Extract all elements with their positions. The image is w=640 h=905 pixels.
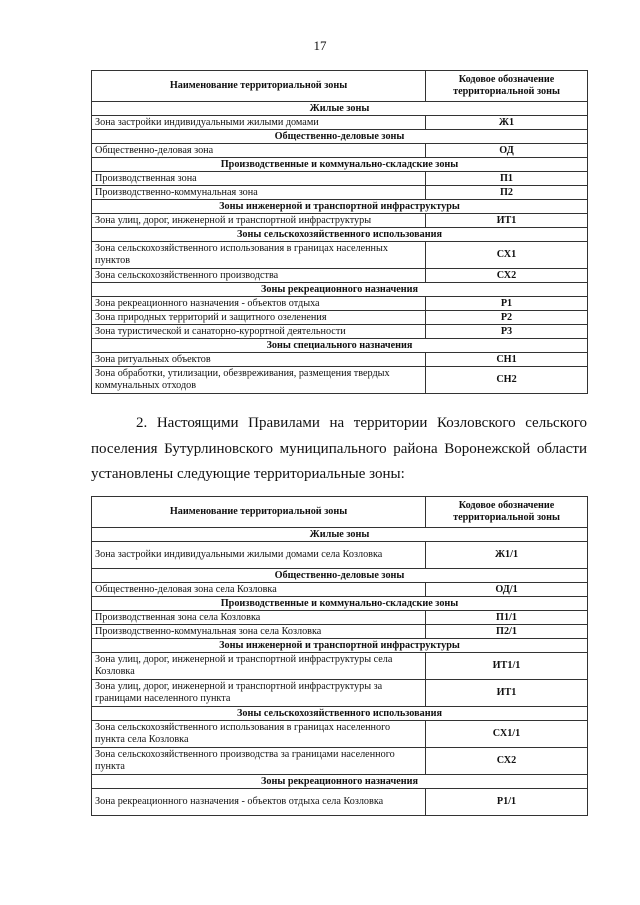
zone-code-cell: Ж1/1: [426, 542, 588, 569]
group-header-row: [92, 283, 588, 297]
zone-group-label: Зоны специального назначения: [92, 339, 588, 353]
zone-group-label: Зоны инженерной и транспортной инфраструктуры: [92, 200, 588, 214]
zone-name-cell: Производственная зона села Козловка: [92, 611, 426, 625]
zone-code-cell: ОД: [426, 144, 588, 158]
table-row: [92, 353, 588, 367]
table-row: [92, 789, 588, 816]
zone-name-cell: Зона застройки индивидуальными жилыми домами: [92, 116, 426, 130]
table-row: [92, 680, 588, 707]
zone-code-cell: Р1/1: [426, 789, 588, 816]
zone-group-label: Зоны инженерной и транспортной инфраструктуры: [92, 639, 588, 653]
zone-group-label: Зоны сельскохозяйственного использования: [92, 228, 588, 242]
table-row: [92, 583, 588, 597]
group-header-row: [92, 102, 588, 116]
table-row: [92, 186, 588, 200]
zone-group-label: Жилые зоны: [92, 528, 588, 542]
zone-code-cell: Р2: [426, 311, 588, 325]
header-zone-name: Наименование территориальной зоны: [92, 71, 426, 102]
zone-code-cell: ИТ1: [426, 214, 588, 228]
zone-code-cell: Р3: [426, 325, 588, 339]
group-header-row: [92, 569, 588, 583]
table-row: [92, 625, 588, 639]
zone-name-cell: Зона обработки, утилизации, обезвреживания, размещения твердых коммунальных отходов: [92, 367, 426, 394]
zone-code-cell: П1/1: [426, 611, 588, 625]
zone-name-cell: Зона сельскохозяйственного использования в границах населенных пунктов: [92, 242, 426, 269]
table-row: [92, 311, 588, 325]
zone-code-cell: ИТ1: [426, 680, 588, 707]
zone-name-cell: Зона сельскохозяйственного производства: [92, 269, 426, 283]
table-row: [92, 214, 588, 228]
zone-group-label: Производственные и коммунально-складские зоны: [92, 597, 588, 611]
header-zone-name: Наименование территориальной зоны: [92, 497, 426, 528]
zone-group-label: Зоны рекреационного назначения: [92, 775, 588, 789]
zone-name-cell: Зона рекреационного назначения - объектов отдыха села Козловка: [92, 789, 426, 816]
paragraph-2: [91, 411, 587, 488]
zone-code-cell: СХ1: [426, 242, 588, 269]
zone-name-cell: Общественно-деловая зона села Козловка: [92, 583, 426, 597]
zone-code-cell: П2: [426, 186, 588, 200]
zone-group-label: Зоны сельскохозяйственного использования: [92, 707, 588, 721]
zone-name-cell: Зона улиц, дорог, инженерной и транспортной инфраструктуры села Козловка: [92, 653, 426, 680]
table-row: [92, 172, 588, 186]
group-header-row: [92, 339, 588, 353]
table-row: [92, 325, 588, 339]
zone-group-label: Зоны рекреационного назначения: [92, 283, 588, 297]
zone-code-cell: СХ2: [426, 748, 588, 775]
zone-name-cell: Зона сельскохозяйственного производства за границами населенного пункта: [92, 748, 426, 775]
zone-code-cell: П1: [426, 172, 588, 186]
zone-code-cell: П2/1: [426, 625, 588, 639]
zone-name-cell: Производственная зона: [92, 172, 426, 186]
zone-name-cell: Зона улиц, дорог, инженерной и транспортной инфраструктуры за границами населенного пункта: [92, 680, 426, 707]
table-row: [92, 542, 588, 569]
table-row: [92, 144, 588, 158]
table-row: [92, 653, 588, 680]
paragraph-line: поселения Бутурлиновского муниципального района Воронежской области: [91, 440, 587, 457]
group-header-row: [92, 228, 588, 242]
header-zone-code: Кодовое обозначение территориальной зоны: [426, 71, 588, 102]
group-header-row: [92, 200, 588, 214]
table-row: [92, 116, 588, 130]
table-row: [92, 611, 588, 625]
group-header-row: [92, 528, 588, 542]
zone-name-cell: Производственно-коммунальная зона села Козловка: [92, 625, 426, 639]
paragraph-line: установлены следующие территориальные зоны:: [91, 466, 405, 482]
zones-table-2: [91, 496, 588, 816]
table-row: [92, 297, 588, 311]
zone-name-cell: Общественно-деловая зона: [92, 144, 426, 158]
table-row: [92, 269, 588, 283]
paragraph-line: 2. Настоящими Правилами на территории Козловского сельского: [136, 415, 587, 431]
zone-code-cell: ИТ1/1: [426, 653, 588, 680]
table-row: [92, 367, 588, 394]
zone-code-cell: СН1: [426, 353, 588, 367]
zone-name-cell: Зона туристической и санаторно-курортной деятельности: [92, 325, 426, 339]
group-header-row: [92, 158, 588, 172]
group-header-row: [92, 707, 588, 721]
table-row: [92, 242, 588, 269]
zone-name-cell: Зона улиц, дорог, инженерной и транспортной инфраструктуры: [92, 214, 426, 228]
header-zone-code: Кодовое обозначение территориальной зоны: [426, 497, 588, 528]
group-header-row: [92, 775, 588, 789]
group-header-row: [92, 130, 588, 144]
table-header-row: [92, 71, 588, 102]
zone-group-label: Производственные и коммунально-складские зоны: [92, 158, 588, 172]
zone-code-cell: Ж1: [426, 116, 588, 130]
zone-name-cell: Зона природных территорий и защитного озеленения: [92, 311, 426, 325]
zone-code-cell: Р1: [426, 297, 588, 311]
group-header-row: [92, 597, 588, 611]
zone-group-label: Общественно-деловые зоны: [92, 569, 588, 583]
table-row: [92, 721, 588, 748]
zone-name-cell: Зона рекреационного назначения - объектов отдыха: [92, 297, 426, 311]
zones-table-1: [91, 70, 588, 394]
zone-group-label: Общественно-деловые зоны: [92, 130, 588, 144]
zone-name-cell: Зона ритуальных объектов: [92, 353, 426, 367]
table-header-row: [92, 497, 588, 528]
zone-code-cell: СН2: [426, 367, 588, 394]
zone-name-cell: Зона сельскохозяйственного использования в границах населенного пункта села Козловка: [92, 721, 426, 748]
zone-code-cell: ОД/1: [426, 583, 588, 597]
zone-name-cell: Зона застройки индивидуальными жилыми домами села Козловка: [92, 542, 426, 569]
zone-code-cell: СХ1/1: [426, 721, 588, 748]
group-header-row: [92, 639, 588, 653]
zone-name-cell: Производственно-коммунальная зона: [92, 186, 426, 200]
zone-group-label: Жилые зоны: [92, 102, 588, 116]
page-number: 17: [313, 38, 327, 53]
zone-code-cell: СХ2: [426, 269, 588, 283]
table-row: [92, 748, 588, 775]
